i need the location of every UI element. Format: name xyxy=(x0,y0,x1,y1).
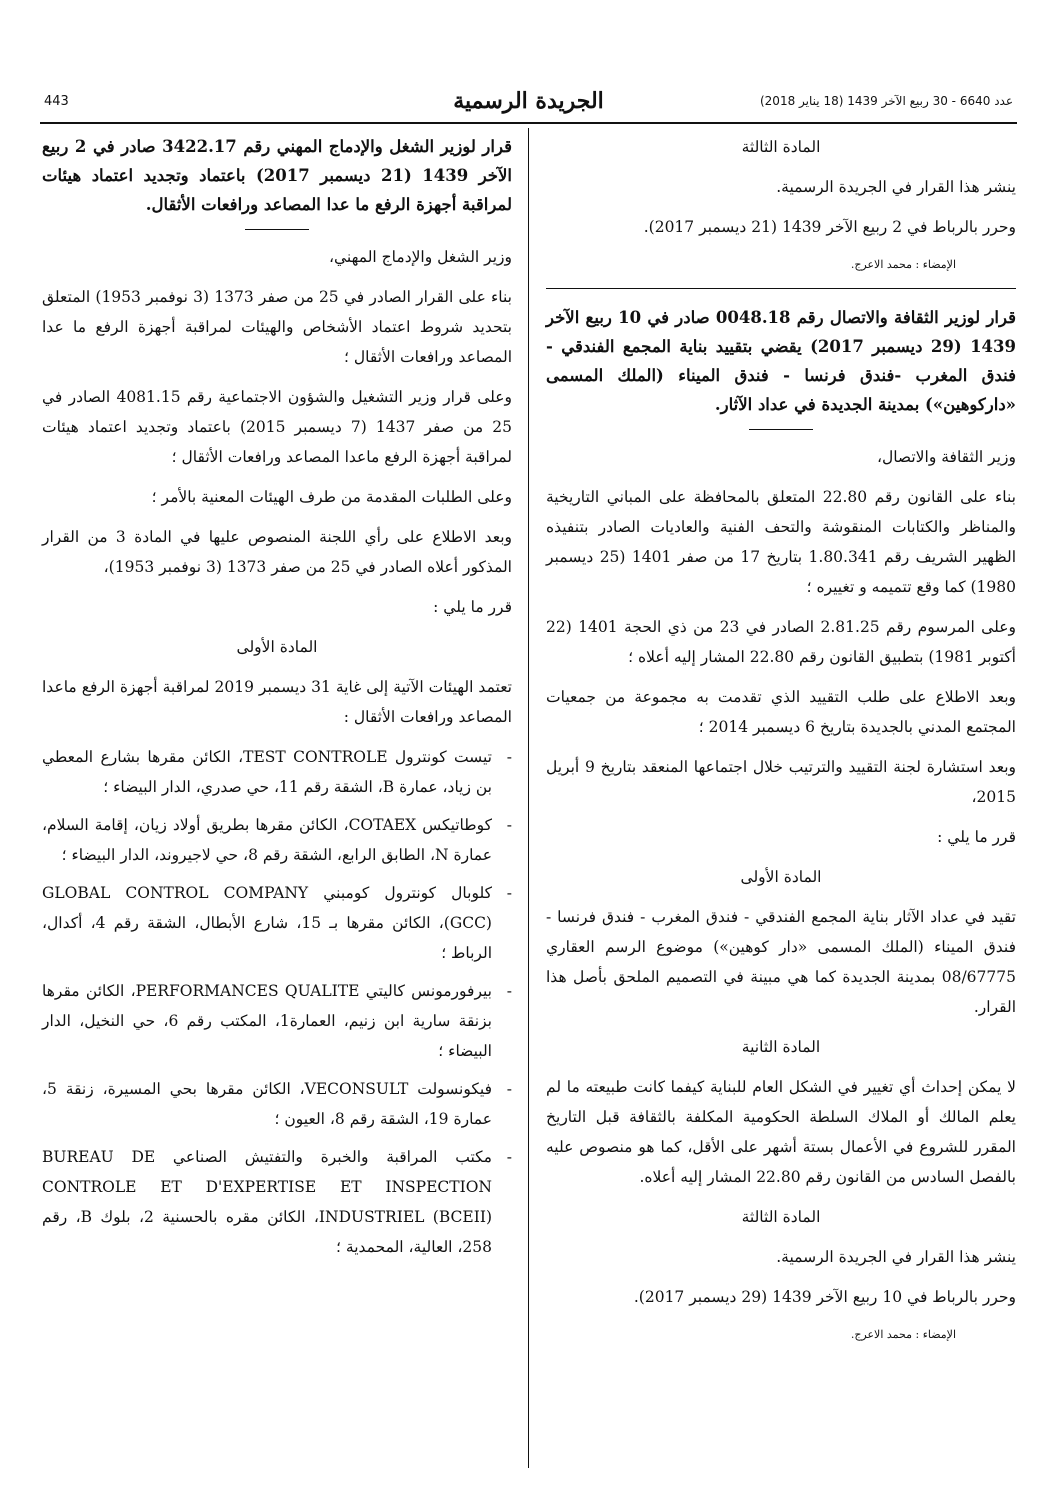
decree-title: قرار لوزير الشغل والإدماج المهني رقم 3422.17 صادر في 2 ربيع الآخر 1439 (21 ديسمبر 2017) باعتماد وتجديد اعتماد هيئات لمراقبة أجهزة الرفع ما عدا المصاعد ورافعات الأثقال. xyxy=(42,137,512,214)
article-heading: المادة الثالثة xyxy=(741,1208,821,1226)
left-column xyxy=(42,132,512,1270)
paragraph: وعلى الطلبات المقدمة من طرف الهيئات المعنية بالأمر ؛ xyxy=(151,488,512,506)
paragraph: وبعد استشارة لجنة التقييد والترتيب خلال اجتماعها المنعقد بتاريخ 9 أبريل 2015، xyxy=(546,758,1016,806)
separator xyxy=(749,429,813,430)
list-item-text: مكتب المراقبة والخبرة والتفتيش الصناعي BUREAU DE CONTROLE ET D'EXPERTISE ET INSPECTION INDUSTRIEL (BCEII)، الكائن مقره بالحسنية 2، بلوك B، رقم 258، العالية، المحمدية ؛ xyxy=(42,1148,492,1256)
article-heading: المادة الثانية xyxy=(741,1038,821,1056)
article-heading: المادة الأولى xyxy=(236,638,318,656)
signature: الإمضاء : محمد الاعرج. xyxy=(850,1328,956,1341)
paragraph: تقيد في عداد الآثار بناية المجمع الفندقي - فندق المغرب - فندق فرنسا - فندق الميناء (الملك المسمى «دار كوهين») موضوع الرسم العقاري 08/67775 بمدينة الجديدة كما هي مبينة في التصميم الملحق بأصل هذا القرار. xyxy=(546,908,1016,1016)
list-item-text: كلوبال كونترول كومبني GLOBAL CONTROL COMPANY (GCC)، الكائن مقرها بـ 15، شارع الأبطال، الشقة رقم 4، أكدال، الرباط ؛ xyxy=(42,884,492,962)
section-rule xyxy=(546,288,1016,289)
list-item-text: بيرفورمونس كاليتي PERFORMANCES QUALITE، الكائن مقرها بزنقة سارية ابن زنيم، العمارة1، المكتب رقم 6، حي النخيل، الدار البيضاء ؛ xyxy=(42,982,492,1060)
list-item: - تيست كونترول TEST CONTROLE، الكائن مقرها بشارع المعطي بن زياد، عمارة B، الشقة رقم 11، حي صدري، الدار البيضاء ؛ xyxy=(42,748,512,796)
column-divider xyxy=(528,128,529,1468)
paragraph: بناء على القرار الصادر في 25 من صفر 1373 (3 نوفمبر 1953) المتعلق بتحديد شروط اعتماد الأشخاص والهيئات لمراقبة أجهزة الرفع ما عدا المصاعد ورافعات الأثقال ؛ xyxy=(42,288,512,366)
gazette-title: الجريدة الرسمية xyxy=(453,88,604,114)
list-item: - مكتب المراقبة والخبرة والتفتيش الصناعي BUREAU DE CONTROLE ET D'EXPERTISE ET INSPECTION INDUSTRIEL (BCEII)، الكائن مقره بالحسنية 2، بلوك B، رقم 258، العالية، المحمدية ؛ xyxy=(42,1148,512,1256)
page-number: 443 xyxy=(44,94,69,109)
separator xyxy=(245,229,309,230)
minister-line: وزير الثقافة والاتصال، xyxy=(876,448,1016,466)
paragraph: وحرر بالرباط في 2 ربيع الآخر 1439 (21 ديسمبر 2017). xyxy=(643,218,1016,236)
article-heading: المادة الثالثة xyxy=(741,138,821,156)
issue-info: عدد 6640 - 30 ربيع الآخر 1439 (18 يناير 2018) xyxy=(759,94,1013,108)
paragraph: وبعد الاطلاع على رأي اللجنة المنصوص عليها في المادة 3 من القرار المذكور أعلاه الصادر في 25 من صفر 1373 (3 نوفمبر 1953)، xyxy=(42,528,512,576)
page-header xyxy=(40,88,1017,124)
list-item: - بيرفورمونس كاليتي PERFORMANCES QUALITE، الكائن مقرها بزنقة سارية ابن زنيم، العمارة1، المكتب رقم 6، حي النخيل، الدار البيضاء ؛ xyxy=(42,982,512,1060)
paragraph: بناء على القانون رقم 22.80 المتعلق بالمحافظة على المباني التاريخية والمناظر والكتابات المنقوشة والتحف الفنية والعاديات الصادر بتنفيذه الظهير الشريف رقم 1.80.341 بتاريخ 17 من صفر 1401 (25 ديسمبر 1980) كما وقع تتميمه و تغييره ؛ xyxy=(546,488,1016,596)
list-item-text: فيكونسولت VECONSULT، الكائن مقرها بحي المسيرة، زنقة 5، عمارة 19، الشقة رقم 8، العيون ؛ xyxy=(42,1080,492,1128)
paragraph: وعلى المرسوم رقم 2.81.25 الصادر في 23 من ذي الحجة 1401 (22 أكتوبر 1981) بتطبيق القانون رقم 22.80 المشار إليه أعلاه ؛ xyxy=(546,618,1016,666)
paragraph: وعلى قرار وزير التشغيل والشؤون الاجتماعية رقم 4081.15 الصادر في 25 من صفر 1437 (7 ديسمبر 2015) باعتماد وتجديد اعتماد هيئات لمراقبة أجهزة الرفع ماعدا المصاعد ورافعات الأثقال ؛ xyxy=(42,388,512,466)
list-item: - كوطاتيكس COTAEX، الكائن مقرها بطريق أولاد زيان، إقامة السلام، عمارة N، الطابق الرابع، الشقة رقم 8، حي لاجيروند، الدار البيضاء ؛ xyxy=(42,816,512,864)
header-rule xyxy=(40,122,1017,124)
article-heading: المادة الأولى xyxy=(740,868,822,886)
decree-title: قرار لوزير الثقافة والاتصال رقم 0048.18 صادر في 10 ربيع الآخر 1439 (29 ديسمبر 2017) يقضي بتقييد بناية المجمع الفندقي - فندق المغرب -فندق فرنسا - فندق الميناء (الملك المسمى «داركوهين») بمدينة الجديدة في عداد الآثار. xyxy=(546,308,1016,414)
decides-line: قرر ما يلي : xyxy=(937,828,1016,846)
list-item-text: تيست كونترول TEST CONTROLE، الكائن مقرها بشارع المعطي بن زياد، عمارة B، الشقة رقم 11، حي صدري، الدار البيضاء ؛ xyxy=(42,748,492,796)
decides-line: قرر ما يلي : xyxy=(433,598,512,616)
list-item-text: كوطاتيكس COTAEX، الكائن مقرها بطريق أولاد زيان، إقامة السلام، عمارة N، الطابق الرابع، الشقة رقم 8، حي لاجيروند، الدار البيضاء ؛ xyxy=(42,816,493,864)
paragraph: تعتمد الهيئات الآتية إلى غاية 31 ديسمبر 2019 لمراقبة أجهزة الرفع ماعدا المصاعد ورافعات الأثقال : xyxy=(42,678,512,726)
list-item: - فيكونسولت VECONSULT، الكائن مقرها بحي المسيرة، زنقة 5، عمارة 19، الشقة رقم 8، العيون ؛ xyxy=(42,1080,512,1128)
paragraph: لا يمكن إحداث أي تغيير في الشكل العام للبناية كيفما كانت طبيعته ما لم يعلم المالك أو الملاك السلطة الحكومية المكلفة بالثقافة قبل التاريخ المقرر للشروع في الأعمال بستة أشهر على الأقل، كما هو منصوص عليه بالفصل السادس من القانون رقم 22.80 المشار إليه أعلاه. xyxy=(546,1078,1016,1186)
minister-line: وزير الشغل والإدماج المهني، xyxy=(329,248,512,266)
signature: الإمضاء : محمد الاعرج. xyxy=(850,258,956,271)
right-column xyxy=(546,132,1016,1358)
paragraph: وبعد الاطلاع على طلب التقييد الذي تقدمت به مجموعة من جمعيات المجتمع المدني بالجديدة بتاريخ 6 ديسمبر 2014 ؛ xyxy=(546,688,1016,736)
paragraph: وحرر بالرباط في 10 ربيع الآخر 1439 (29 ديسمبر 2017). xyxy=(633,1288,1016,1306)
paragraph: ينشر هذا القرار في الجريدة الرسمية. xyxy=(776,178,1016,196)
paragraph: ينشر هذا القرار في الجريدة الرسمية. xyxy=(776,1248,1016,1266)
list-item: - كلوبال كونترول كومبني GLOBAL CONTROL COMPANY (GCC)، الكائن مقرها بـ 15، شارع الأبطال، الشقة رقم 4، أكدال، الرباط ؛ xyxy=(42,884,512,962)
